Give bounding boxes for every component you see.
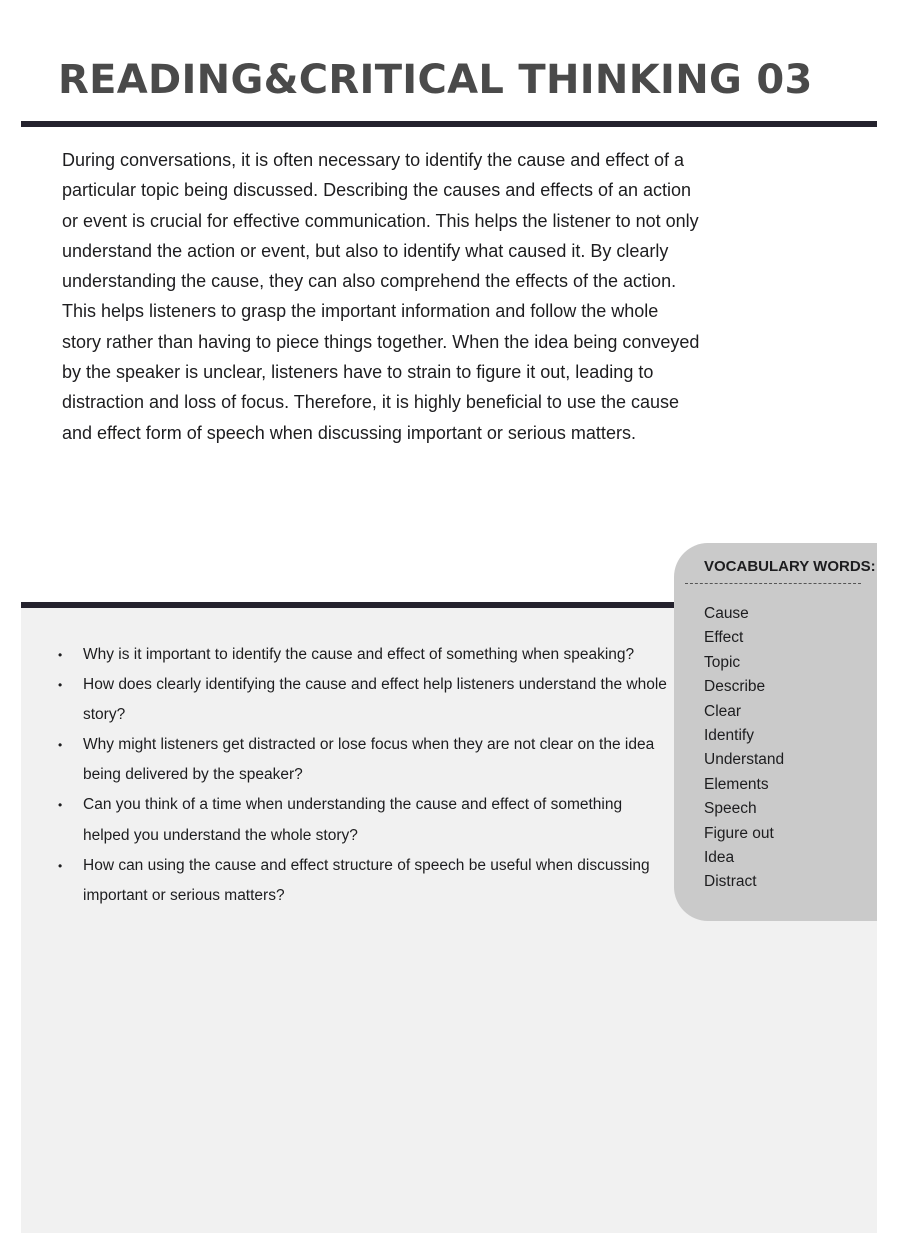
vocabulary-box	[674, 543, 877, 921]
vocabulary-word: Describe	[704, 678, 766, 696]
vocabulary-word: Effect	[704, 629, 744, 647]
vocabulary-word: Distract	[704, 873, 757, 891]
question-text: How does clearly identifying the cause and effect help listeners understand the whole story?	[83, 676, 667, 724]
question-text: Why is it important to identify the cause and effect of something when speaking?	[83, 646, 635, 663]
vocabulary-word: Clear	[704, 702, 742, 720]
question-text: How can using the cause and effect structure of speech be useful when discussing important or serious matters?	[83, 856, 650, 904]
reading-passage: During conversations, it is often necessary to identify the cause and effect of a particular topic being discussed. Describing the causes and effects of an action or event is crucial for effective communication. This helps the listener to not only understand the action or event, but also to identify what caused it. By clearly understanding the cause, they can also comprehend the effects of the action. This helps listeners to grasp the important information and follow the whole story rather than having to piece things together. When the idea being conveyed by the speaker is unclear, listeners have to strain to figure it out, leading to distraction and loss of focus. Therefore, it is highly beneficial to use the cause and effect form of speech when discussing important or serious matters.	[62, 150, 700, 443]
page-title: READING&CRITICAL THINKING 03	[58, 57, 813, 103]
question-text: Can you think of a time when understanding the cause and effect of something helped you understand the whole story?	[83, 796, 623, 844]
section-divider	[21, 602, 681, 608]
question-item	[58, 851, 668, 911]
vocabulary-word: Speech	[704, 800, 757, 818]
bullet-icon: •	[58, 798, 63, 813]
bullet-icon: •	[58, 678, 63, 693]
discussion-questions	[58, 640, 668, 911]
vocabulary-word: Elements	[704, 775, 769, 793]
bullet-icon: •	[58, 648, 63, 662]
question-item	[58, 790, 668, 850]
vocabulary-word: Identify	[704, 727, 754, 745]
vocabulary-title: VOCABULARY WORDS:	[704, 558, 876, 575]
question-item	[58, 640, 668, 670]
vocabulary-word: Understand	[704, 751, 785, 769]
vocabulary-divider	[685, 583, 861, 584]
bullet-icon: •	[58, 858, 63, 873]
title-divider	[21, 121, 877, 127]
question-item	[58, 730, 668, 790]
question-item	[58, 670, 668, 730]
bullet-icon: •	[58, 738, 63, 753]
question-text: Why might listeners get distracted or lose focus when they are not clear on the idea being delivered by the speaker?	[83, 736, 655, 784]
vocabulary-word: Topic	[704, 653, 741, 671]
vocabulary-list	[704, 602, 784, 895]
vocabulary-word: Figure out	[704, 824, 774, 842]
vocabulary-word: Idea	[704, 849, 735, 867]
vocabulary-word: Cause	[704, 605, 749, 622]
